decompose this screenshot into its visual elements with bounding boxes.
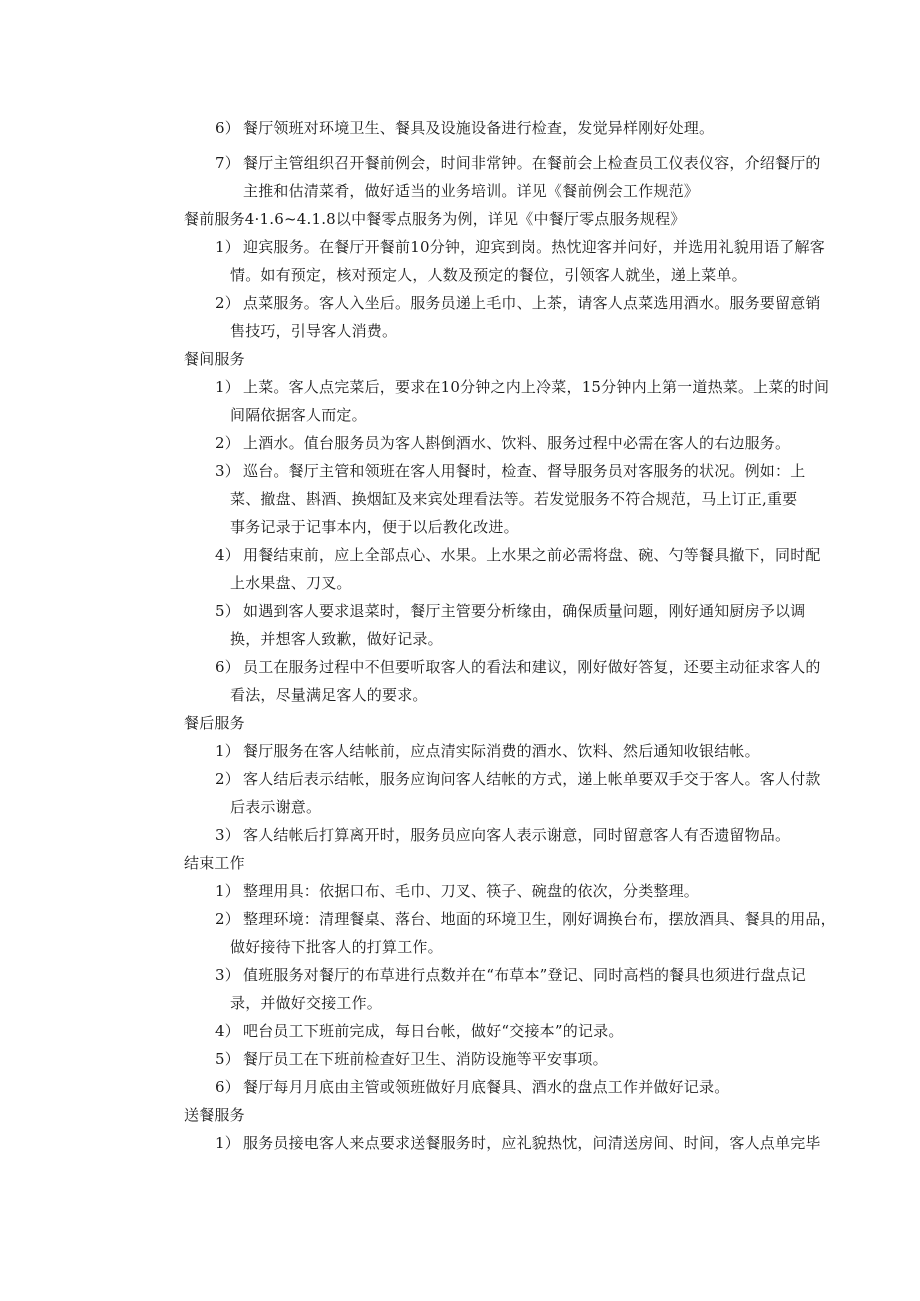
list-item-text: 整理环境：清理餐桌、落台、地面的环境卫生，刚好调换台布，摆放酒具、餐具的用品， xyxy=(243,910,836,928)
list-item-number: 3） xyxy=(215,826,240,844)
list-item-text: 餐厅领班对环境卫生、餐具及设施设备进行检查，发觉异样刚好处理。 xyxy=(243,119,715,137)
list-item-number: 6） xyxy=(215,119,240,137)
list-item-text: 事务记录于记事本内，便于以后教化改进。 xyxy=(230,518,519,536)
list-item-text: 餐厅每月月底由主管或领班做好月底餐具、酒水的盘点工作并做好记录。 xyxy=(243,1078,730,1096)
list-item-text: 点菜服务。客人入坐后。服务员递上毛巾、上茶，请客人点菜选用酒水。服务要留意销 xyxy=(243,294,821,312)
list-item-text: 上水果盘、刀叉。 xyxy=(230,574,352,592)
list-item-text: 整理用具：依据口布、毛巾、刀叉、筷子、碗盘的依次，分类整理。 xyxy=(243,882,700,900)
list-item-number: 7） xyxy=(215,154,240,172)
list-item-text: 如遇到客人要求退菜时，餐厅主管要分析缘由，确保质量问题，刚好通知厨房予以调 xyxy=(243,602,806,620)
list-item-text: 后表示谢意。 xyxy=(230,798,322,816)
list-item-number: 4） xyxy=(215,1022,240,1040)
list-item-text: 客人结帐后打算离开时，服务员应向客人表示谢意，同时留意客人有否遗留物品。 xyxy=(243,826,791,844)
list-item-number: 6） xyxy=(215,1078,240,1096)
list-item-number: 1） xyxy=(215,1134,240,1152)
list-item-text: 值班服务对餐厅的布草进行点数并在“布草本”登记、同时高档的餐具也须进行盘点记 xyxy=(243,966,806,984)
list-item-text: 员工在服务过程中不但要听取客人的看法和建议，刚好做好答复，还要主动征求客人的 xyxy=(243,658,821,676)
list-item-number: 2） xyxy=(215,770,240,788)
list-item-text: 菜、撤盘、斟酒、换烟缸及来宾处理看法等。若发觉服务不符合规范，马上订正,重要 xyxy=(230,490,798,508)
list-item-text: 换，并想客人致歉，做好记录。 xyxy=(230,630,443,648)
list-item-text: 上酒水。值台服务员为客人斟倒酒水、饮料、服务过程中必需在客人的右边服务。 xyxy=(243,434,791,452)
list-item-number: 3） xyxy=(215,966,240,984)
section-heading: 餐间服务 xyxy=(184,350,245,368)
list-item-number: 6） xyxy=(215,658,240,676)
list-item-text: 上菜。客人点完菜后，要求在10分钟之内上冷菜，15分钟内上第一道热菜。上菜的时间 xyxy=(243,378,830,396)
list-item-text: 服务员接电客人来点要求送餐服务时，应礼貌热忱，问清送房间、时间，客人点单完毕 xyxy=(243,1134,821,1152)
section-heading: 餐前服务4·1.6~4.1.8以中餐零点服务为例，详见《中餐厅零点服务规程》 xyxy=(184,210,686,228)
list-item-number: 5） xyxy=(215,602,240,620)
list-item-text: 做好接待下批客人的打算工作。 xyxy=(230,938,443,956)
list-item-text: 录，并做好交接工作。 xyxy=(230,994,383,1012)
list-item-number: 2） xyxy=(215,910,240,928)
list-item-text: 餐厅员工在下班前检查好卫生、消防设施等平安事项。 xyxy=(243,1050,608,1068)
list-item-text: 吧台员工下班前完成，每日台帐，做好“交接本”的记录。 xyxy=(243,1022,624,1040)
list-item-number: 2） xyxy=(215,294,240,312)
list-item-text: 用餐结束前，应上全部点心、水果。上水果之前必需将盘、碗、勺等餐具撤下，同时配 xyxy=(243,546,821,564)
list-item-text: 餐厅服务在客人结帐前，应点清实际消费的酒水、饮料、然后通知收银结帐。 xyxy=(243,742,760,760)
list-item-number: 1） xyxy=(215,882,240,900)
list-item-number: 2） xyxy=(215,434,240,452)
list-item-number: 4） xyxy=(215,546,240,564)
section-heading: 餐后服务 xyxy=(184,714,245,732)
list-item-number: 1） xyxy=(215,742,240,760)
list-item-text: 主推和估清菜肴，做好适当的业务培训。详见《餐前例会工作规范》 xyxy=(243,182,700,200)
list-item-number: 1） xyxy=(215,238,240,256)
list-item-text: 迎宾服务。在餐厅开餐前10分钟，迎宾到岗。热忱迎客并问好，并选用礼貌用语了解客 xyxy=(243,238,825,256)
list-item-text: 餐厅主管组织召开餐前例会，时间非常钟。在餐前会上检查员工仪表仪容，介绍餐厅的 xyxy=(243,154,821,172)
list-item-number: 5） xyxy=(215,1050,240,1068)
section-heading: 送餐服务 xyxy=(184,1106,245,1124)
list-item-number: 3） xyxy=(215,462,240,480)
list-item-text: 售技巧，引导客人消费。 xyxy=(230,322,398,340)
list-item-text: 间隔依据客人而定。 xyxy=(230,406,367,424)
list-item-text: 巡台。餐厅主管和领班在客人用餐时，检查、督导服务员对客服务的状况。例如：上 xyxy=(243,462,806,480)
section-heading: 结束工作 xyxy=(184,854,245,872)
list-item-number: 1） xyxy=(215,378,240,396)
list-item-text: 情。如有预定，核对预定人，人数及预定的餐位，引领客人就坐，递上菜单。 xyxy=(230,266,747,284)
list-item-text: 客人结后表示结帐，服务应询问客人结帐的方式，递上帐单要双手交于客人。客人付款 xyxy=(243,770,821,788)
list-item-text: 看法，尽量满足客人的要求。 xyxy=(230,686,428,704)
